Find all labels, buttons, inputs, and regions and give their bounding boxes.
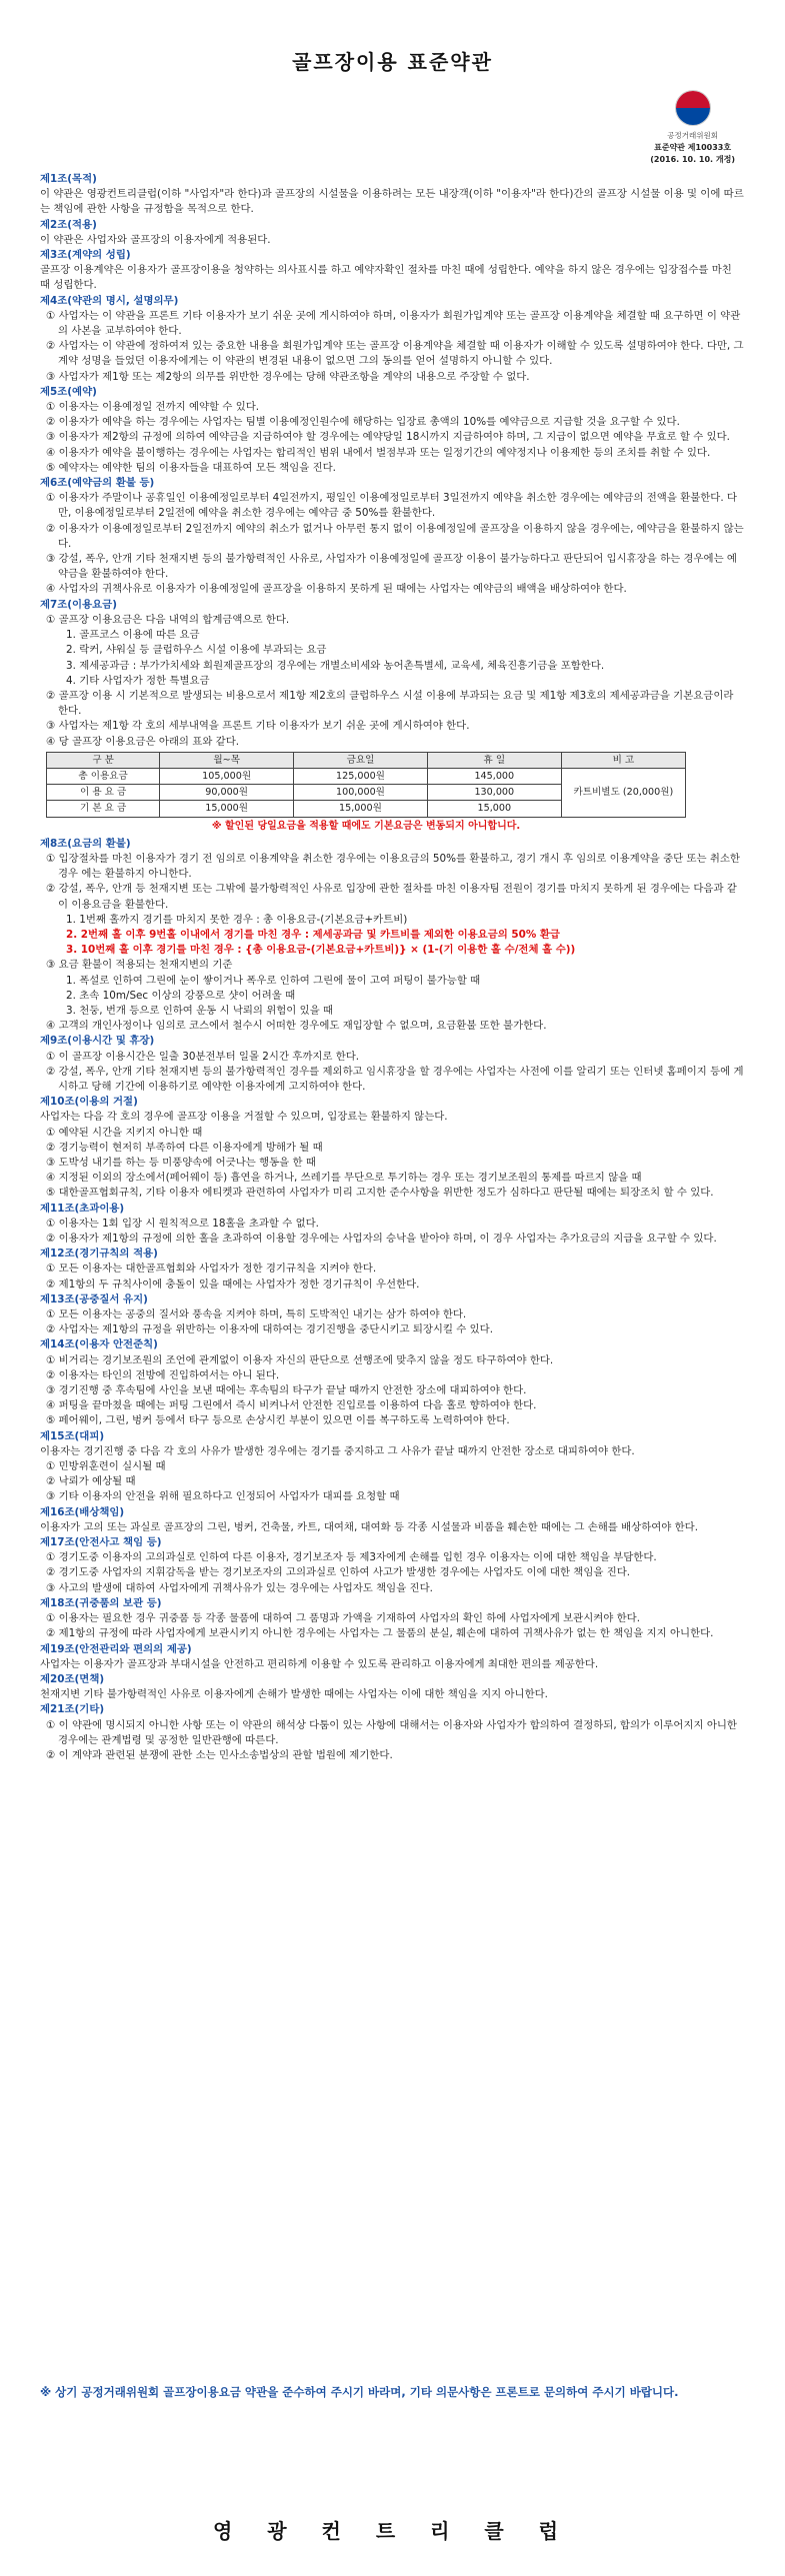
article-line: ② 강설, 폭우, 안개 기타 천재지변 등의 불가항력적인 경우를 제외하고 임시휴장을 할 경우에는 사업자는 사전에 이를 알리기 또는 인터넷 홈페이지 등에 게시하고 당해 기간에 이용하기로 예약한 이용자에게 고지하여야 한다. bbox=[46, 1065, 744, 1093]
article-line: ⑤ 예약자는 예약한 팀의 이용자들을 대표하여 모든 책임을 진다. bbox=[46, 461, 336, 474]
fee-table-remark: 카트비별도 (20,000원) bbox=[561, 768, 685, 817]
article-line: 이 약관은 영광컨트리클럽(이하 "사업자"라 한다)과 골프장의 시설물을 이용하려는 모든 내장객(이하 "이용자"라 한다)간의 골프장 시설물 이용 및 이에 따르는 책임에 관한 사항을 규정함을 목적으로 한다. bbox=[40, 188, 744, 216]
article-line: ③ 기타 이용자의 안전을 위해 필요하다고 인정되어 사업자가 대피를 요청할 때 bbox=[46, 1490, 400, 1503]
club-name: 영 광 컨 트 리 클 럽 bbox=[212, 2519, 573, 2543]
article bbox=[40, 1642, 745, 1672]
article bbox=[40, 476, 745, 598]
article-line: ④ 당 골프장 이용요금은 아래의 표와 같다. bbox=[46, 735, 240, 748]
article-line: 4. 기타 사업자가 정한 특별요금 bbox=[66, 674, 210, 687]
article-line: ② 제1항의 규정에 따라 사업자에게 보관시키지 아니한 경우에는 사업자는 그 물품의 분실, 훼손에 대하여 귀책사유가 없는 한 책임을 지지 아니한다. bbox=[46, 1627, 714, 1640]
article-line: ① 사업자는 이 약관을 프론트 기타 이용자가 보기 쉬운 곳에 게시하여야 하며, 이용자가 회원가입계약 또는 골프장 이용계약을 체결할 때 요구하면 이 약관의 사본을 교부하여야 한다. bbox=[46, 309, 741, 338]
fee-table-cell: 105,000원 bbox=[160, 768, 294, 784]
article-line: ④ 지정된 이외의 장소에서(페어웨이 등) 흡연을 하거나, 쓰레기를 무단으로 투기하는 경우 또는 경기보조원의 통제를 따르지 않을 때 bbox=[46, 1172, 642, 1185]
fee-table-header: 비 고 bbox=[561, 752, 685, 768]
article-line: ⑤ 페어웨이, 그린, 벙커 등에서 타구 등으로 손상시킨 부분이 있으면 이를 복구하도록 노력하여야 한다. bbox=[46, 1414, 510, 1427]
article-line: ① 이 약관에 명시되지 아니한 사항 또는 이 약관의 해석상 다툼이 있는 사항에 대해서는 이용자와 사업자가 합의하여 결정하되, 합의가 이루어지지 아니한 경우에는 관계법령 및 공정한 일반관행에 따른다. bbox=[46, 1718, 737, 1746]
article-line: ① 이용자는 이용예정일 전까지 예약할 수 있다. bbox=[46, 401, 260, 414]
article-line: ① 입장절차를 마친 이용자가 경기 전 임의로 이용계약을 취소한 경우에는 이용요금의 50%를 환불하고, 경기 개시 후 임의로 이용계약을 중단 또는 취소한 경우 에는 환불하지 아니한다. bbox=[46, 852, 740, 881]
article-heading: 제4조(약관의 명시, 설명의무) bbox=[40, 294, 179, 307]
article-line: ① 골프장 이용요금은 다음 내역의 합계금액으로 한다. bbox=[46, 613, 290, 626]
article-line: ② 강설, 폭우, 안개 등 천재지변 또는 그밖에 불가항력적인 사유로 입장에 관한 절차를 마친 이용자팀 전원이 경기를 마치지 못하게 된 경우에는 다음과 같이 이용요금을 환불한다. bbox=[46, 883, 737, 911]
article-heading: 제17조(안전사고 책임 등) bbox=[40, 1536, 162, 1549]
article-line: ③ 사업자는 제1항 각 호의 세부내역을 프론트 기타 이용자가 보기 쉬운 곳에 게시하여야 한다. bbox=[46, 720, 470, 733]
fee-table-cell: 기 본 요 금 bbox=[47, 801, 160, 817]
article-heading: 제8조(요금의 환불) bbox=[40, 837, 131, 850]
article bbox=[40, 1337, 745, 1428]
article bbox=[40, 1672, 745, 1702]
article-line: 1. 폭설로 인하여 그린에 눈이 쌓이거나 폭우로 인하여 그린에 물이 고여 퍼팅이 불가능할 때 bbox=[66, 974, 481, 987]
article-line: ① 경기도중 이용자의 고의과실로 인하여 다른 이용자, 경기보조자 등 제3자에게 손해를 입힌 경우 이용자는 이에 대한 책임을 부담한다. bbox=[46, 1551, 657, 1564]
article-line: ① 비거리는 경기보조원의 조언에 관계없이 이용자 자신의 판단으로 선행조에 맞추지 않을 정도 타구하여야 한다. bbox=[46, 1353, 554, 1366]
document-meta bbox=[650, 90, 735, 166]
article-heading: 제11조(초과이용) bbox=[40, 1202, 125, 1215]
fee-table-cell: 총 이용요금 bbox=[47, 768, 160, 784]
article-heading: 제12조(경기규칙의 적용) bbox=[40, 1248, 158, 1261]
article-heading: 제14조(이용자 안전준칙) bbox=[40, 1338, 158, 1351]
article-line: ③ 강설, 폭우, 안개 기타 천재지변 등의 불가항력적인 사유로, 사업자가 이용예정일에 골프장 이용이 불가능하다고 판단되어 입시휴장을 하는 경우에는 예약금을 환불하여야 한다. bbox=[46, 553, 737, 581]
article bbox=[40, 1095, 745, 1201]
article-line: 2. 락커, 샤워실 등 클럽하우스 시설 이용에 부과되는 요금 bbox=[66, 644, 327, 657]
article bbox=[40, 248, 745, 294]
article-line: 3. 10번째 홀 이후 경기를 마친 경우 : {총 이용요금-(기본요금+카트비)} × (1-(기 이용한 홀 수/전체 홀 수)) bbox=[66, 944, 576, 957]
government-seal-icon bbox=[675, 90, 711, 126]
article-heading: 제9조(이용시간 및 휴장) bbox=[40, 1035, 155, 1048]
agency-name: 공정거래위원회 bbox=[667, 131, 718, 140]
standard-number: 표준약관 제10033호 bbox=[654, 143, 732, 152]
fee-table bbox=[46, 752, 686, 818]
article-line: ① 예약된 시간을 지키지 아니한 때 bbox=[46, 1126, 203, 1139]
table-row bbox=[47, 768, 686, 784]
fee-table-cell: 이 용 요 금 bbox=[47, 785, 160, 801]
fee-table-cell: 15,000 bbox=[427, 801, 561, 817]
article-line: 이용자는 경기진행 중 다음 각 호의 사유가 발생한 경우에는 경기를 중지하고 그 사유가 끝날 때까지 안전한 장소로 대피하여야 한다. bbox=[40, 1444, 635, 1457]
fee-table-header: 월~목 bbox=[160, 752, 294, 768]
article-line: ② 낙뢰가 예상될 때 bbox=[46, 1475, 136, 1488]
article bbox=[40, 294, 745, 385]
article-line: ③ 이용자가 제2항의 규정에 의하여 예약금을 지급하여야 할 경우에는 예약당일 18시까지 지급하여야 하며, 그 지급이 없으면 예약을 무효로 할 수 있다. bbox=[46, 431, 730, 444]
article bbox=[40, 1034, 745, 1095]
article bbox=[40, 218, 745, 248]
article-line: ② 경기능력이 현저히 부족하여 다른 이용자에게 방해가 될 때 bbox=[46, 1141, 323, 1154]
article-line: ② 이용자가 이용예정일로부터 2일전까지 예약의 취소가 없거나 아무런 통지 없이 이용예정일에 골프장을 이용하지 않을 경우에는, 예약금을 환불하지 않는다. bbox=[46, 522, 744, 550]
article bbox=[40, 1429, 745, 1505]
article-heading: 제2조(적용) bbox=[40, 218, 97, 231]
article-line: ① 모든 이용자는 대한골프협회와 사업자가 정한 경기규칙을 지켜야 한다. bbox=[46, 1263, 377, 1276]
article-line: ② 경기도중 사업자의 지휘감독을 받는 경기보조자의 고의과실로 인하여 사고가 발생한 경우에는 사업자도 이에 대한 책임을 진다. bbox=[46, 1566, 631, 1579]
article bbox=[40, 1505, 745, 1535]
article-heading: 제13조(공중질서 유지) bbox=[40, 1292, 148, 1305]
article-heading: 제18조(귀중품의 보관 등) bbox=[40, 1596, 162, 1609]
article-line: ② 골프장 이용 시 기본적으로 발생되는 비용으로서 제1항 제2호의 클럽하우스 시설 이용에 부과되는 요금 및 제1항 제3호의 제세공과금을 기본요금이라 한다. bbox=[46, 689, 734, 718]
fee-table-header: 구 분 bbox=[47, 752, 160, 768]
article bbox=[40, 1292, 745, 1338]
article-line: ③ 사고의 발생에 대하여 사업자에게 귀책사유가 있는 경우에는 사업자도 책임을 진다. bbox=[46, 1581, 433, 1594]
article bbox=[40, 1702, 745, 1763]
article-line: ② 사업자는 제1항의 규정을 위반하는 이용자에 대하여는 경기진행을 중단시키고 퇴장시킬 수 있다. bbox=[46, 1323, 494, 1336]
fee-table-cell: 15,000원 bbox=[160, 801, 294, 817]
article-line: 1. 1번째 홀까지 경기를 마치지 못한 경우 : 총 이용요금-(기본요금+카트비) bbox=[66, 913, 408, 926]
article bbox=[40, 1596, 745, 1642]
article-line: ② 이 계약과 관련된 분쟁에 관한 소는 민사소송법상의 관할 법원에 제기한다. bbox=[46, 1748, 393, 1761]
revision-date: (2016. 10. 10. 개정) bbox=[650, 155, 735, 164]
article-heading: 제3조(계약의 성립) bbox=[40, 249, 131, 262]
article-heading: 제10조(이용의 거절) bbox=[40, 1096, 138, 1109]
article-line: ④ 이용자가 예약을 불이행하는 경우에는 사업자는 합리적인 범위 내에서 벌점부과 또는 일정기간의 예약정지나 이용제한 등의 조치를 취할 수 있다. bbox=[46, 446, 711, 459]
fee-table-cell: 15,000원 bbox=[294, 801, 428, 817]
article-line: ① 모든 이용자는 공중의 질서와 풍속을 지켜야 하며, 특히 도박적인 내기는 삼가 하여야 한다. bbox=[46, 1308, 467, 1321]
article-line: 2. 2번째 홀 이후 9번홀 이내에서 경기를 마친 경우 : 제세공과금 및 카트비를 제외한 이용요금의 50% 환급 bbox=[66, 928, 560, 941]
fee-table-cell: 90,000원 bbox=[160, 785, 294, 801]
article-line: ③ 사업자가 제1항 또는 제2항의 의무를 위반한 경우에는 당해 약관조항을 계약의 내용으로 주장할 수 없다. bbox=[46, 370, 530, 383]
article-line: 1. 골프코스 이용에 따른 요금 bbox=[66, 629, 200, 642]
article bbox=[40, 1247, 745, 1292]
article-line: ⑤ 대한골프협회규칙, 기타 이용자 에티켓과 관련하여 사업자가 미리 고지한 준수사항을 위반한 정도가 심하다고 판단될 때에는 퇴장조치 할 수 있다. bbox=[46, 1187, 714, 1200]
article-line: 골프장 이용계약은 이용자가 골프장이용을 청약하는 의사표시를 하고 예약자확인 절차를 마친 때에 성립한다. 예약을 하지 않은 경우에는 입장접수를 마친 때 성립한다. bbox=[40, 264, 732, 292]
article-line: ③ 경기진행 중 후속팀에 사인을 보낸 때에는 후속팀의 타구가 끝날 때까지 안전한 장소에 대피하여야 한다. bbox=[46, 1384, 527, 1397]
article-heading: 제20조(면책) bbox=[40, 1672, 105, 1685]
article-heading: 제15조(대피) bbox=[40, 1429, 105, 1442]
fee-table-cell: 145,000 bbox=[427, 768, 561, 784]
article-line: 사업자는 이용자가 골프장과 부대시설을 안전하고 편리하게 이용할 수 있도록 관리하고 이용자에게 최대한 편의를 제공한다. bbox=[40, 1657, 599, 1670]
article bbox=[40, 1202, 745, 1248]
article bbox=[40, 598, 745, 834]
fee-table-header: 금요일 bbox=[294, 752, 428, 768]
article-line: ① 이 골프장 이용시간은 일출 30분전부터 일몰 2시간 후까지로 한다. bbox=[46, 1050, 360, 1063]
fee-note: ※ 할인된 당일요금을 적용할 때에도 기본요금은 변동되지 아니합니다. bbox=[211, 820, 521, 832]
article-heading: 제21조(기타) bbox=[40, 1703, 105, 1716]
article-line: ② 이용자가 예약을 하는 경우에는 사업자는 팀별 이용예정인원수에 해당하는 입장료 총액의 10%를 예약금으로 지급할 것을 요구할 수 있다. bbox=[46, 416, 680, 429]
article-line: ③ 도박성 내기를 하는 등 미풍양속에 어긋나는 행동을 한 때 bbox=[46, 1157, 316, 1169]
fee-table-cell: 100,000원 bbox=[294, 785, 428, 801]
page-title: 골프장이용 표준약관 bbox=[292, 50, 493, 74]
article-line: 천재지변 기타 불가항력적인 사유로 이용자에게 손해가 발생한 때에는 사업자는 이에 대한 책임을 지지 아니한다. bbox=[40, 1688, 548, 1701]
article bbox=[40, 385, 745, 476]
fee-table-cell: 125,000원 bbox=[294, 768, 428, 784]
article-heading: 제16조(배상책임) bbox=[40, 1505, 125, 1518]
article-line: ② 제1항의 두 규칙사이에 충돌이 있을 때에는 사업자가 정한 경기규칙이 우선한다. bbox=[46, 1278, 420, 1290]
article-heading: 제1조(목적) bbox=[40, 173, 97, 185]
article-line: ① 이용자는 필요한 경우 귀중품 등 각종 물품에 대하여 그 품명과 가액을 기재하여 사업자의 확인 하에 사업자에게 보관시켜야 한다. bbox=[46, 1612, 641, 1625]
article-line: ④ 퍼팅을 끝마쳤을 때에는 퍼팅 그린에서 즉시 비켜나서 안전한 진입로를 이용하여 다음 홀로 향하여야 한다. bbox=[46, 1399, 537, 1412]
article-line: ① 이용자가 주말이나 공휴일인 이용예정일로부터 4일전까지, 평일인 이용예정일로부터 3일전까지 예약을 취소한 경우에는 예약금의 전액을 환불한다. 다만, 이용예정일로부터 2일전에 예약을 취소한 경우에는 예약금 중 50%를 환불한다. bbox=[46, 492, 737, 520]
article-heading: 제6조(예약금의 환불 등) bbox=[40, 477, 155, 490]
article-heading: 제7조(이용요금) bbox=[40, 598, 117, 611]
article bbox=[40, 1535, 745, 1596]
article-line: ② 사업자는 이 약관에 정하여져 있는 중요한 내용을 회원가입계약 또는 골프장 이용계약을 체결할 때 이용자가 이해할 수 있도록 설명하여야 한다. 다만, 그 계약 성명을 들었던 이용자에게는 이 약관의 변경된 내용이 없으면 그의 동의를 얻어 설명하지 아니할 수 있다. bbox=[46, 340, 744, 368]
closing-notice: ※ 상기 공정거래위원회 골프장이용요금 약관을 준수하여 주시기 바라며, 기타 의문사항은 프론트로 문의하여 주시기 바랍니다. bbox=[40, 2385, 679, 2399]
fee-table-wrap bbox=[46, 752, 686, 818]
articles-list bbox=[40, 172, 745, 1763]
article-line: 사업자는 다음 각 호의 경우에 골프장 이용을 거절할 수 있으며, 입장료는 환불하지 않는다. bbox=[40, 1111, 448, 1124]
article-line: 이용자가 고의 또는 과실로 골프장의 그린, 벙커, 건축물, 카트, 대여채, 대여화 등 각종 시설물과 비품을 훼손한 때에는 그 손해를 배상하여야 한다. bbox=[40, 1520, 698, 1533]
article-line: ④ 고객의 개인사정이나 임의로 코스에서 철수시 어떠한 경우에도 재입장할 수 없으며, 요금환불 또한 불가한다. bbox=[46, 1020, 547, 1033]
article-line: 2. 초속 10m/Sec 이상의 강풍으로 샷이 어려울 때 bbox=[66, 989, 296, 1002]
article-line: ① 이용자는 1회 입장 시 원칙적으로 18홀을 초과할 수 없다. bbox=[46, 1217, 319, 1230]
article-heading: 제5조(예약) bbox=[40, 385, 97, 398]
article-heading: 제19조(안전관리와 편의의 제공) bbox=[40, 1642, 192, 1655]
article bbox=[40, 172, 745, 218]
article-line: ② 이용자가 제1항의 규정에 의한 홀을 초과하여 이용할 경우에는 사업자의 승낙을 받아야 하며, 이 경우 사업자는 추가요금의 지급을 요구할 수 있다. bbox=[46, 1233, 717, 1246]
article-line: ② 이용자는 타인의 전방에 진입하여서는 아니 된다. bbox=[46, 1368, 280, 1381]
article-line: ④ 사업자의 귀책사유로 이용자가 이용예정일에 골프장을 이용하지 못하게 된 때에는 사업자는 예약금의 배액을 배상하여야 한다. bbox=[46, 583, 627, 596]
fee-table-cell: 130,000 bbox=[427, 785, 561, 801]
article-line: 이 약관은 사업자와 골프장의 이용자에게 적용된다. bbox=[40, 233, 271, 246]
fee-table-header: 휴 일 bbox=[427, 752, 561, 768]
article-line: ③ 요금 환불이 적용되는 천재지변의 기준 bbox=[46, 959, 233, 972]
article bbox=[40, 837, 745, 1035]
article-line: ① 민방위훈련이 실시될 때 bbox=[46, 1460, 166, 1473]
article-line: 3. 제세공과금 : 부가가치세와 회원제골프장의 경우에는 개별소비세와 농어촌특별세, 교육세, 체육진흥기금을 포함한다. bbox=[66, 659, 605, 672]
article-line: 3. 천둥, 번개 등으로 인하여 운동 시 낙뢰의 위험이 있을 때 bbox=[66, 1004, 334, 1017]
